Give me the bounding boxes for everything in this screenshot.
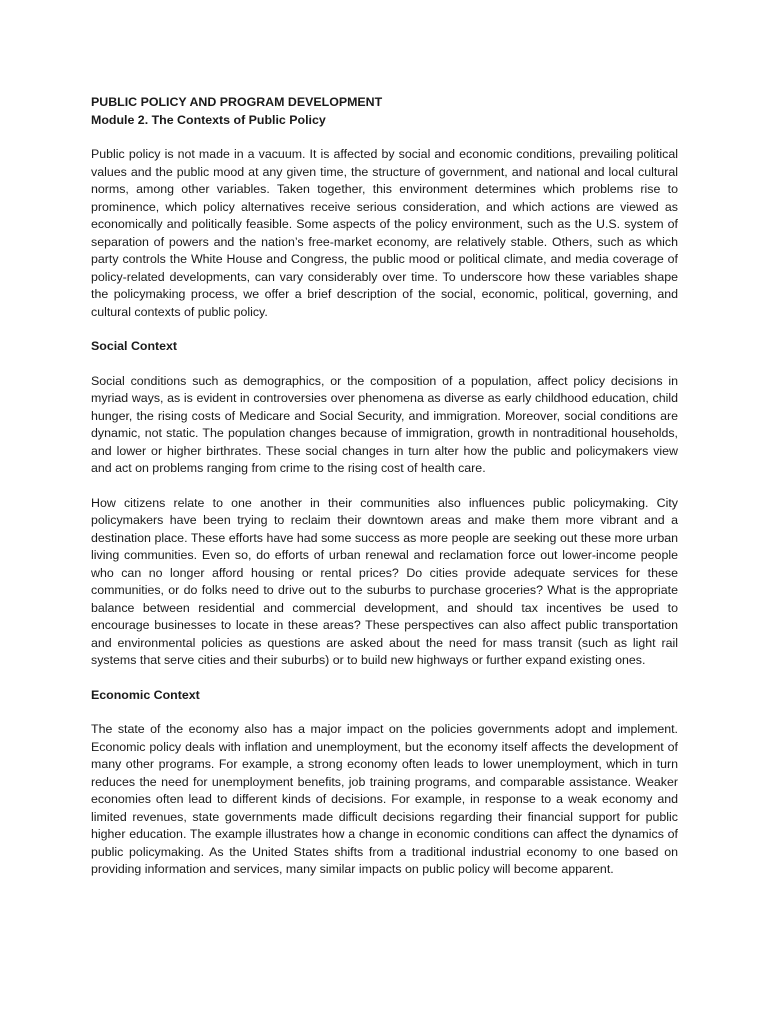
intro-paragraph: Public policy is not made in a vacuum. It is affected by social and economic conditions, prevailing political values and the public mood at any given time, the structure of government, and national and local cultural norms, among other variables. Taken together, this environment determines which problems rise to prominence, which policy alternatives receive serious consideration, and which actions are viewed as economically and politically feasible. Some aspects of the policy environment, such as the U.S. system of separation of powers and the nation’s free-market economy, are relatively stable. Others, such as which party controls the White House and Congress, the public mood or political climate, and media coverage of policy-related developments, can vary considerably over time. To underscore how these variables shape the policymaking process, we offer a brief description of the social, economic, political, governing, and cultural contexts of public policy. <box>91 147 678 319</box>
section-title-social: Social Context <box>91 339 178 353</box>
document-subtitle: Module 2. The Contexts of Public Policy <box>91 112 326 127</box>
document-title: PUBLIC POLICY AND PROGRAM DEVELOPMENT <box>91 95 383 109</box>
section-economic-context <box>91 687 678 879</box>
spacer <box>91 129 678 146</box>
social-paragraph-1: Social conditions such as demographics, or the composition of a population, affect policy decisions in myriad ways, as is evident in controversies over phenomena as diverse as early childhood education, child hunger, the rising costs of Medicare and Social Security, and immigration. Moreover, social conditions are dynamic, not static. The population changes because of immigration, growth in nontraditional households, and lower or higher birthrates. These social changes in turn alter how the public and policymakers view and act on problems ranging from crime to the rising cost of health care. <box>91 373 678 475</box>
section-social-context <box>91 338 678 670</box>
section-title-economic: Economic Context <box>91 687 200 702</box>
economic-paragraph-1: The state of the economy also has a major impact on the policies governments adopt and implement. Economic policy deals with inflation and unemployment, but the economy itself affects the development of many other programs. For example, a strong economy often leads to lower unemployment, which in turn reduces the need for unemployment benefits, job training programs, and comparable assistance. Weaker economies often lead to different kinds of decisions. For example, in response to a weak economy and limited revenues, state governments made difficult decisions regarding their financial support for public higher education. The example illustrates how a change in economic conditions can affect the dynamics of public policymaking. As the United States shifts from a traditional industrial economy to one based on providing information and services, many similar impacts on public policy will become apparent. <box>91 722 678 876</box>
social-paragraph-2: How citizens relate to one another in their communities also influences public policymaking. City policymakers have been trying to reclaim their downtown areas and make them more vibrant and a destination place. These efforts have had some success as more people are seeking out these more urban living communities. Even so, do efforts of urban renewal and reclamation force out lower-income people who can no longer afford housing or rental prices? Do cities provide adequate services for these communities, or do folks need to drive out to the suburbs to purchase groceries? What is the appropriate balance between residential and commercial development, and should tax incentives be used to encourage businesses to locate in these areas? These perspectives can also affect public transportation and environmental policies as questions are asked about the need for mass transit (such as light rail systems that serve cities and their suburbs) or to build new highways or further expand existing ones. <box>91 495 678 667</box>
